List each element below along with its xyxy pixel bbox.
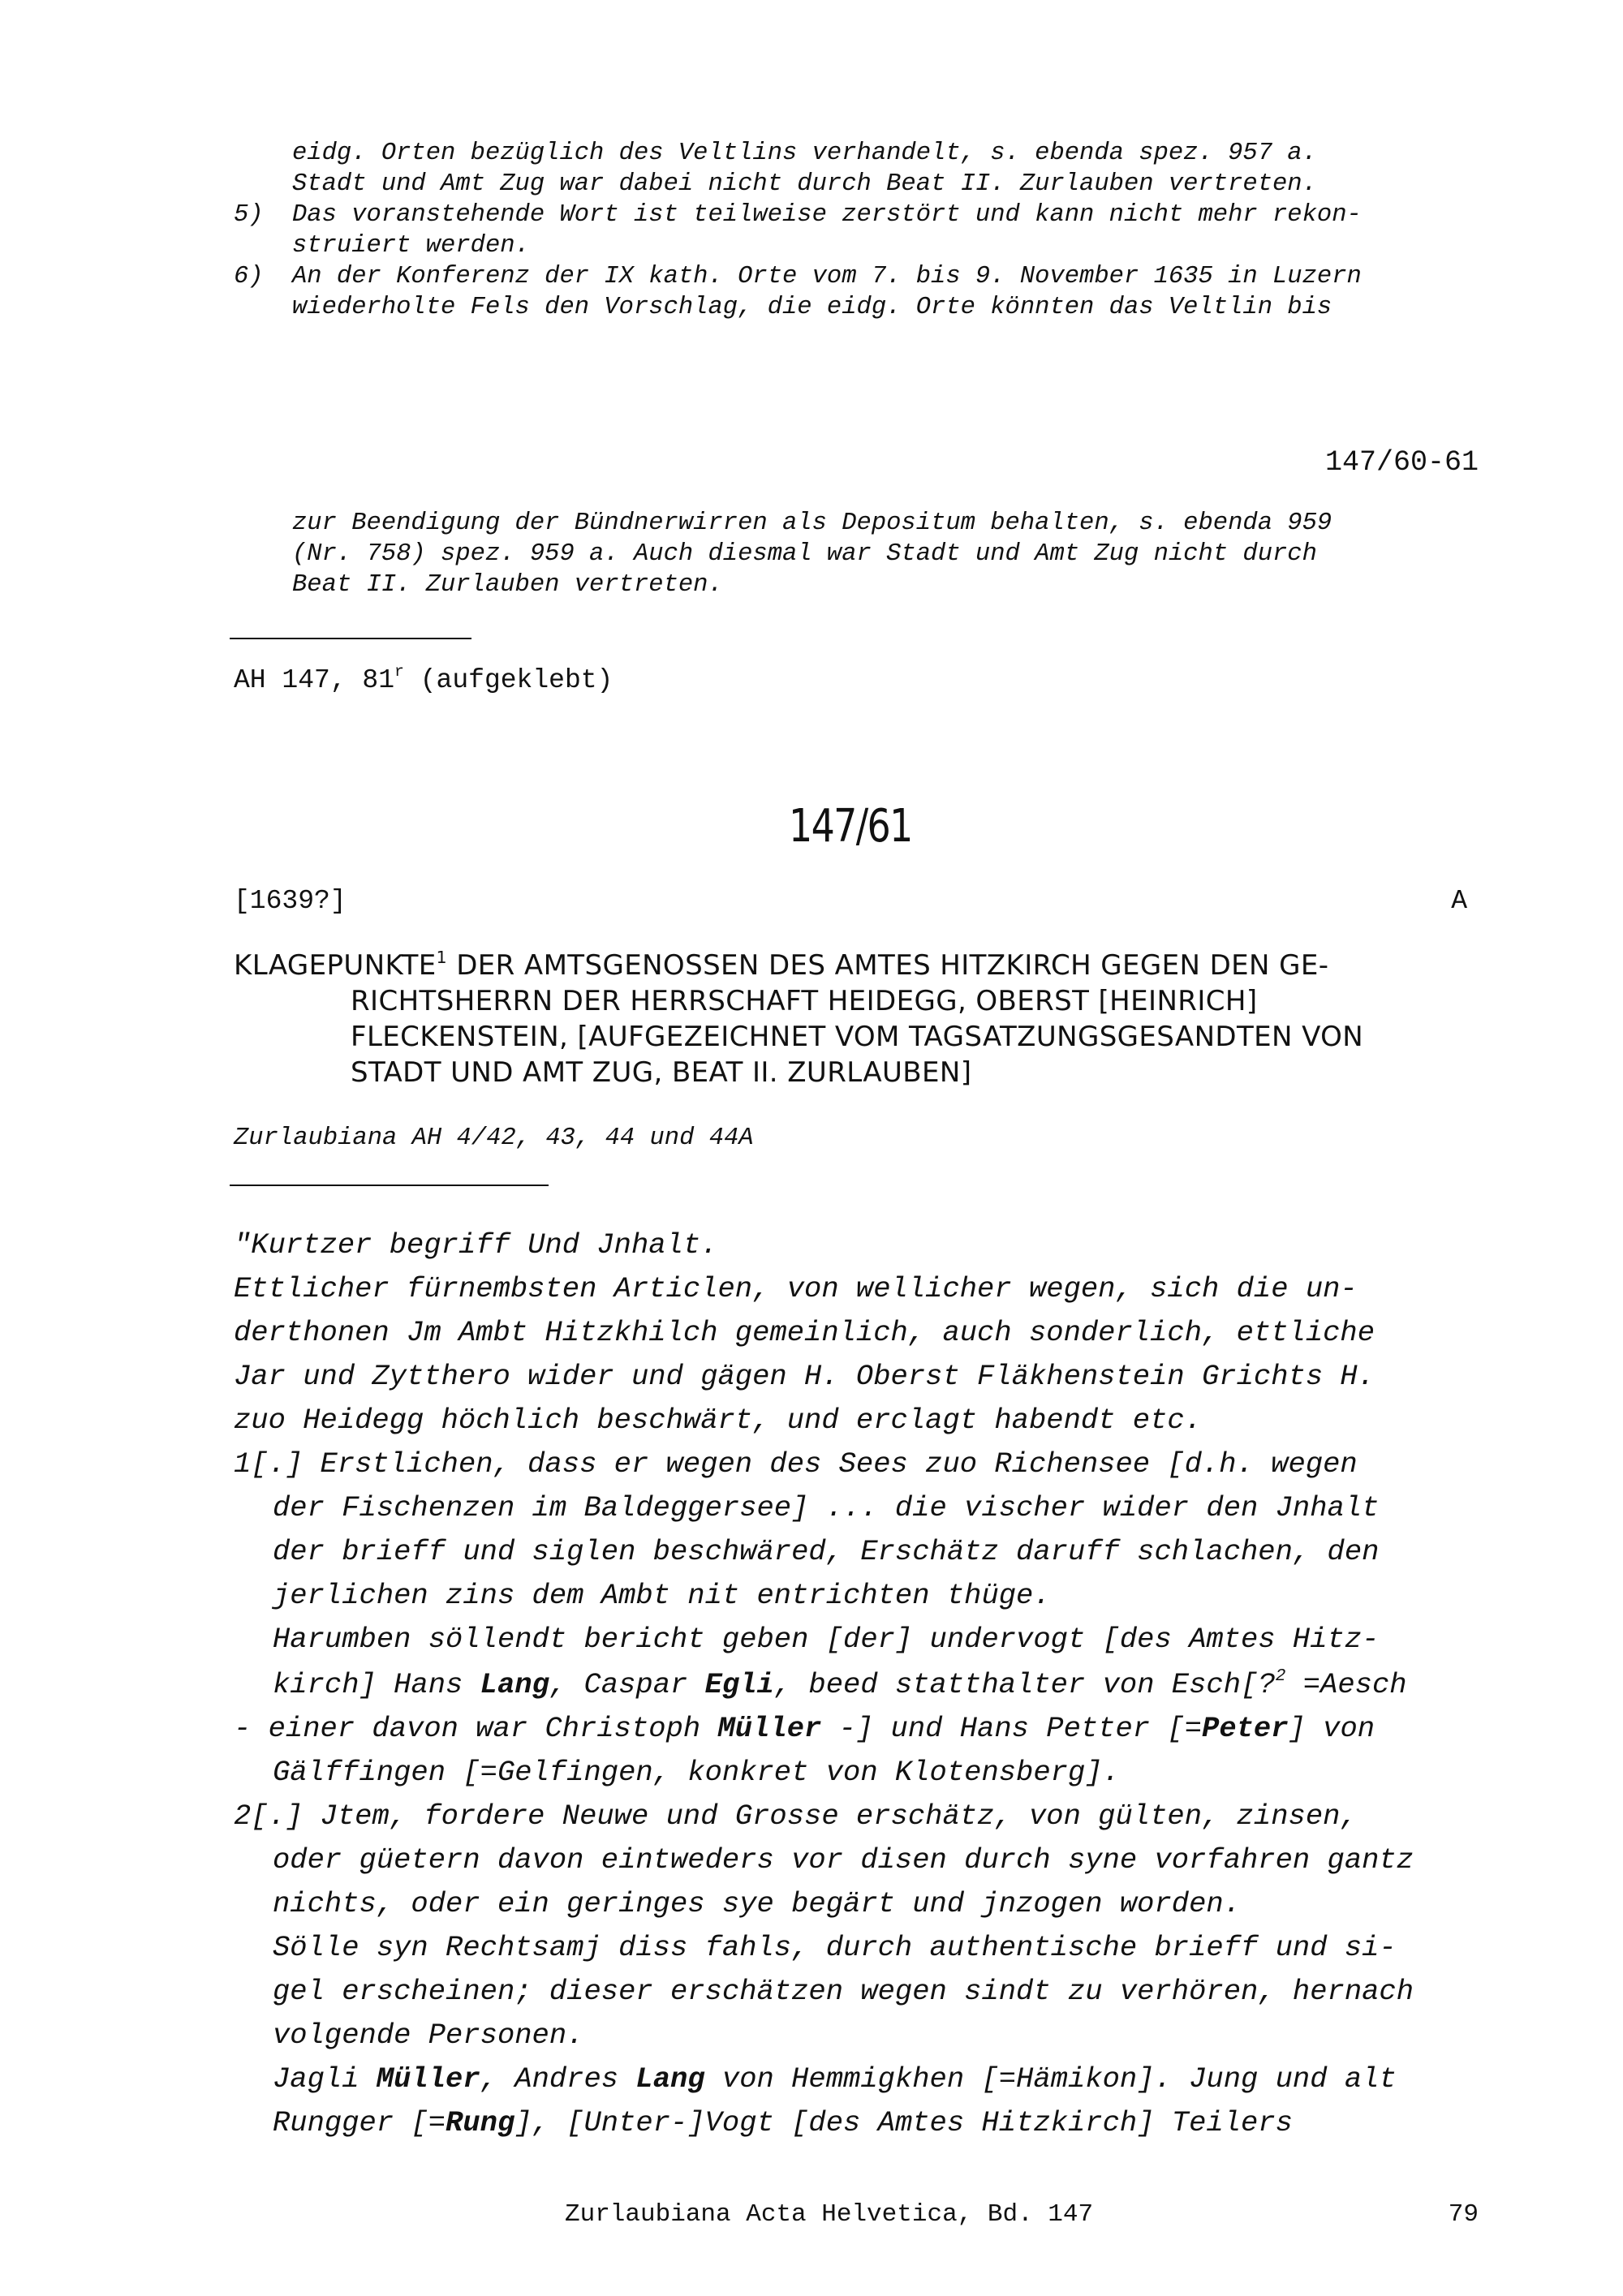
- text-line: "Kurtzer begriff Und Jnhalt.: [234, 1228, 718, 1262]
- text-segment: , Caspar: [549, 1668, 705, 1701]
- text-line: [234, 1712, 1375, 1745]
- text-line: volgende Personen.: [273, 2019, 584, 2052]
- text-segment: =Aesch: [1285, 1668, 1407, 1701]
- text-segment: ], [Unter-]Vogt [des Amtes Hitzkirch] Teilers: [514, 2106, 1293, 2139]
- source-note-suffix: (aufgeklebt): [403, 665, 613, 695]
- text-segment: Jagli: [273, 2062, 377, 2096]
- footnote-line: Beat II. Zurlauben vertreten.: [292, 571, 723, 599]
- footer-title: Zurlaubiana Acta Helvetica, Bd. 147: [565, 2200, 1094, 2229]
- text-segment: Rungger [=: [273, 2106, 446, 2139]
- text-segment: ] von: [1288, 1712, 1375, 1745]
- text-line: derthonen Jm Ambt Hitzkhilch gemeinlich, auch sonderlich, ettliche: [234, 1316, 1375, 1349]
- document-date: [1639?]: [234, 886, 347, 916]
- text-line: gel erscheinen; dieser erschätzen wegen sindt zu verhören, hernach: [273, 1975, 1414, 2008]
- heading-line: RICHTSHERRN DER HERRSCHAFT HEIDEGG, OBERST [HEINRICH]: [351, 985, 1258, 1017]
- text-line: [273, 1668, 1407, 1701]
- text-line: 2[.] Jtem, fordere Neuwe und Grosse erschätz, von gülten, zinsen,: [234, 1799, 1358, 1833]
- text-line: nichts, oder ein geringes sye begärt und jnzogen worden.: [273, 1887, 1241, 1920]
- text-line: 1[.] Erstlichen, dass er wegen des Sees zuo Richensee [d.h. wegen: [234, 1447, 1358, 1481]
- text-segment: , beed statthalter von Esch[?: [773, 1668, 1276, 1701]
- footnote-line: eidg. Orten bezüglich des Veltlins verhandelt, s. ebenda spez. 957 a.: [292, 140, 1317, 167]
- document-letter: A: [1451, 886, 1467, 916]
- footnote-line: Stadt und Amt Zug war dabei nicht durch Beat II. Zurlauben vertreten.: [292, 170, 1317, 198]
- text-line: [273, 2062, 1397, 2096]
- footnote-line: zur Beendigung der Bündnerwirren als Depositum behalten, s. ebenda 959: [292, 510, 1332, 537]
- footnote-separator: [230, 638, 471, 639]
- name-bold: Peter: [1202, 1712, 1289, 1745]
- text-line: Harumben söllendt bericht geben [der] undervogt [des Amtes Hitz-: [273, 1623, 1380, 1656]
- text-line: jerlichen zins dem Ambt nit entrichten thüge.: [273, 1579, 1051, 1612]
- document-number: 147/61: [789, 800, 912, 853]
- footnote-line: Das voranstehende Wort ist teilweise zerstört und kann nicht mehr rekon-: [292, 201, 1362, 229]
- name-bold: Lang: [635, 2062, 705, 2096]
- heading-footnote-mark: 1: [436, 947, 448, 967]
- text-line: Sölle syn Rechtsamj diss fahls, durch authentische brieff und si-: [273, 1931, 1397, 1964]
- page-reference: 147/60-61: [1324, 446, 1479, 479]
- text-line: Jar und Zytthero wider und gägen H. Oberst Fläkhenstein Grichts H.: [234, 1360, 1375, 1393]
- source-note: [234, 665, 613, 695]
- name-bold: Rung: [446, 2106, 515, 2139]
- footnote-line: An der Konferenz der IX kath. Orte vom 7. bis 9. November 1635 in Luzern: [292, 263, 1362, 290]
- source-note-text: AH 147, 81: [234, 665, 395, 695]
- text-segment: von Hemmigkhen [=Hämikon]. Jung und alt: [704, 2062, 1397, 2096]
- text-segment: - einer davon war Christoph: [234, 1712, 718, 1745]
- text-line: der Fischenzen im Baldeggersee] ... die vischer wider den Jnhalt: [273, 1491, 1380, 1524]
- text-segment: kirch] Hans: [273, 1668, 480, 1701]
- name-bold: Müller: [717, 1712, 822, 1745]
- footnote-number: 5): [234, 201, 264, 229]
- text-segment: , Andres: [480, 2062, 636, 2096]
- text-line: [273, 2106, 1293, 2139]
- heading-text: KLAGEPUNKTE: [234, 949, 437, 982]
- archive-reference: Zurlaubiana AH 4/42, 43, 44 und 44A: [234, 1124, 754, 1152]
- name-bold: Egli: [704, 1668, 774, 1701]
- text-segment: -] und Hans Petter [=: [821, 1712, 1203, 1745]
- heading-line: FLECKENSTEIN, [AUFGEZEICHNET VOM TAGSATZUNGSGESANDTEN VON: [351, 1021, 1364, 1053]
- source-note-sup: r: [394, 663, 404, 681]
- footnote-line: wiederholte Fels den Vorschlag, die eidg. Orte könnten das Veltlin bis: [292, 294, 1332, 321]
- heading-text: DER AMTSGENOSSEN DES AMTES HITZKIRCH GEGEN DEN GE-: [447, 949, 1329, 982]
- page-number: 79: [1448, 2200, 1479, 2229]
- name-bold: Müller: [376, 2062, 480, 2096]
- text-line: zuo Heidegg höchlich beschwärt, und erclagt habendt etc.: [234, 1404, 1202, 1437]
- footnote-mark: 2: [1275, 1666, 1286, 1687]
- section-separator: [230, 1185, 549, 1186]
- name-bold: Lang: [480, 1668, 549, 1701]
- text-line: der brieff und siglen beschwäred, Erschätz daruff schlachen, den: [273, 1535, 1380, 1568]
- text-line: Ettlicher fürnembsten Articlen, von wellicher wegen, sich die un-: [234, 1272, 1358, 1305]
- document-heading: [234, 949, 1328, 982]
- text-line: Gälffingen [=Gelfingen, konkret von Klotensberg].: [273, 1756, 1120, 1789]
- footnote-line: struiert werden.: [292, 232, 530, 260]
- text-line: oder güetern davon eintweders vor disen durch syne vorfahren gantz: [273, 1843, 1414, 1877]
- footnote-number: 6): [234, 263, 264, 290]
- heading-line: STADT UND AMT ZUG, BEAT II. ZURLAUBEN]: [351, 1056, 972, 1089]
- footnote-line: (Nr. 758) spez. 959 a. Auch diesmal war Stadt und Amt Zug nicht durch: [292, 540, 1317, 568]
